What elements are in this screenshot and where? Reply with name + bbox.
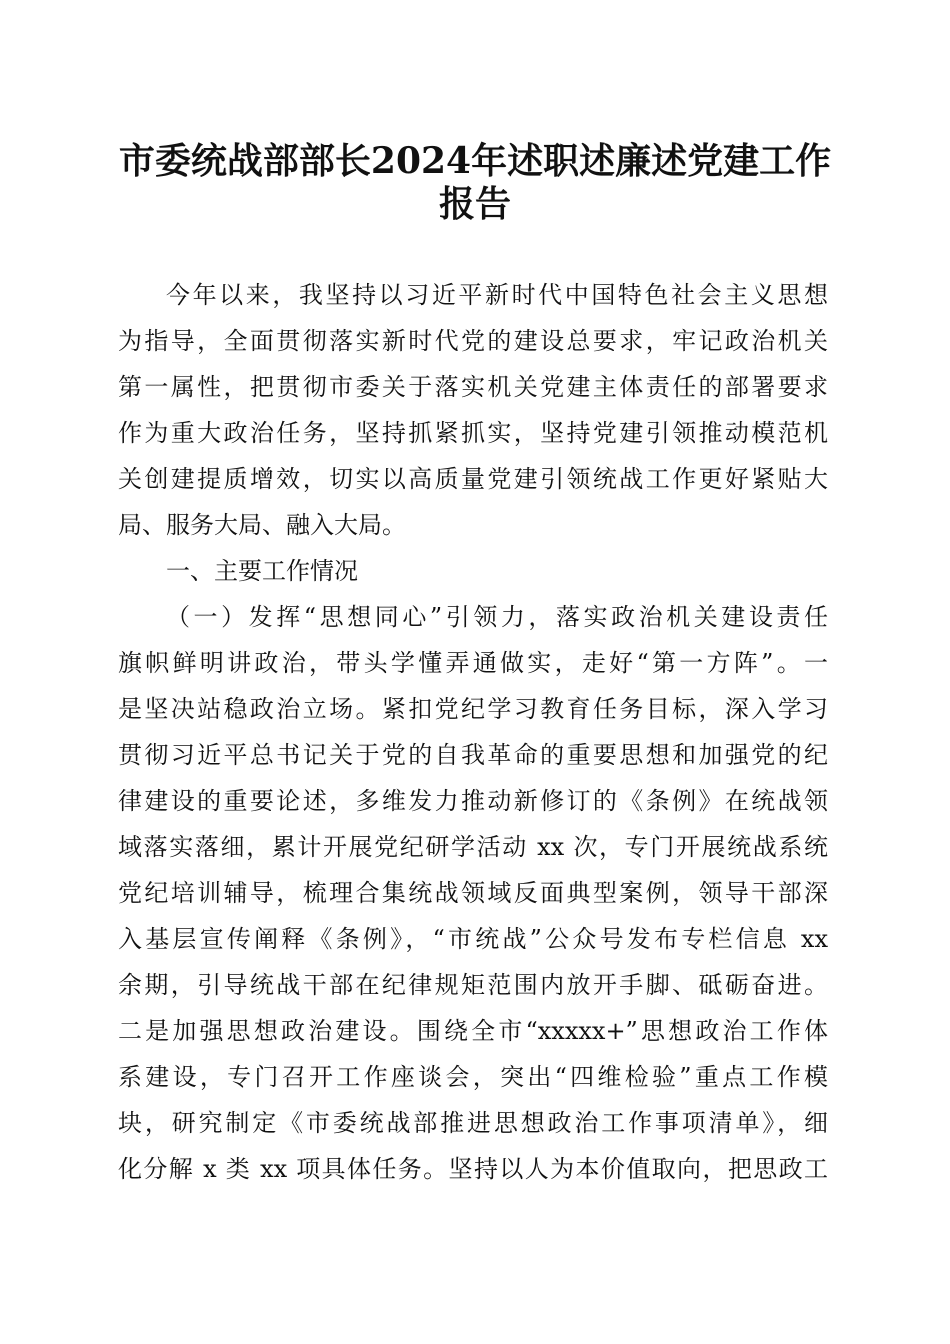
section-line: 域落实落细，累计开展党纪研学活动 xx 次，专门开展统战系统	[118, 833, 828, 861]
section-line: 贯彻习近平总书记关于党的自我革命的重要思想和加强党的纪	[118, 741, 828, 769]
document-title	[110, 140, 840, 226]
intro-line: 今年以来，我坚持以习近平新时代中国特色社会主义思想	[166, 281, 828, 309]
section-line: 化分解 x 类 xx 项具体任务。坚持以人为本价值取向，把思政工	[118, 1155, 828, 1183]
section-line: 二是加强思想政治建设。围绕全市“xxxxx+”思想政治工作体	[118, 1017, 828, 1045]
title-line-2: 报告	[438, 183, 511, 225]
section-line: 党纪培训辅导，梳理合集统战领域反面典型案例，领导干部深	[118, 879, 828, 907]
section-line: 是坚决站稳政治立场。紧扣党纪学习教育任务目标，深入学习	[118, 695, 828, 723]
section-line: 旗帜鲜明讲政治，带头学懂弄通做实，走好“第一方阵”。一	[118, 649, 828, 677]
document-body	[118, 272, 828, 1192]
section-line: （一）发挥“思想同心”引领力，落实政治机关建设责任	[166, 603, 828, 631]
intro-line: 为指导，全面贯彻落实新时代党的建设总要求，牢记政治机关	[118, 327, 828, 355]
intro-line: 关创建提质增效，切实以高质量党建引领统战工作更好紧贴大	[118, 465, 828, 493]
section-line: 系建设，专门召开工作座谈会，突出“四维检验”重点工作模	[118, 1063, 828, 1091]
section-line: 块，研究制定《市委统战部推进思想政治工作事项清单》，细	[118, 1109, 828, 1137]
section-line: 余期，引导统战干部在纪律规矩范围内放开手脚、砥砺奋进。	[118, 971, 828, 999]
title-line-1: 市委统战部部长2024年述职述廉述党建工作	[118, 140, 832, 182]
section-line: 入基层宣传阐释《条例》，“市统战”公众号发布专栏信息 xx	[118, 925, 828, 953]
section-heading: 一、主要工作情况	[166, 557, 358, 585]
intro-line: 第一属性，把贯彻市委关于落实机关党建主体责任的部署要求	[118, 373, 828, 401]
intro-line: 局、服务大局、融入大局。	[118, 511, 406, 539]
section-line: 律建设的重要论述，多维发力推动新修订的《条例》在统战领	[118, 787, 828, 815]
intro-line: 作为重大政治任务，坚持抓紧抓实，坚持党建引领推动模范机	[118, 419, 828, 447]
